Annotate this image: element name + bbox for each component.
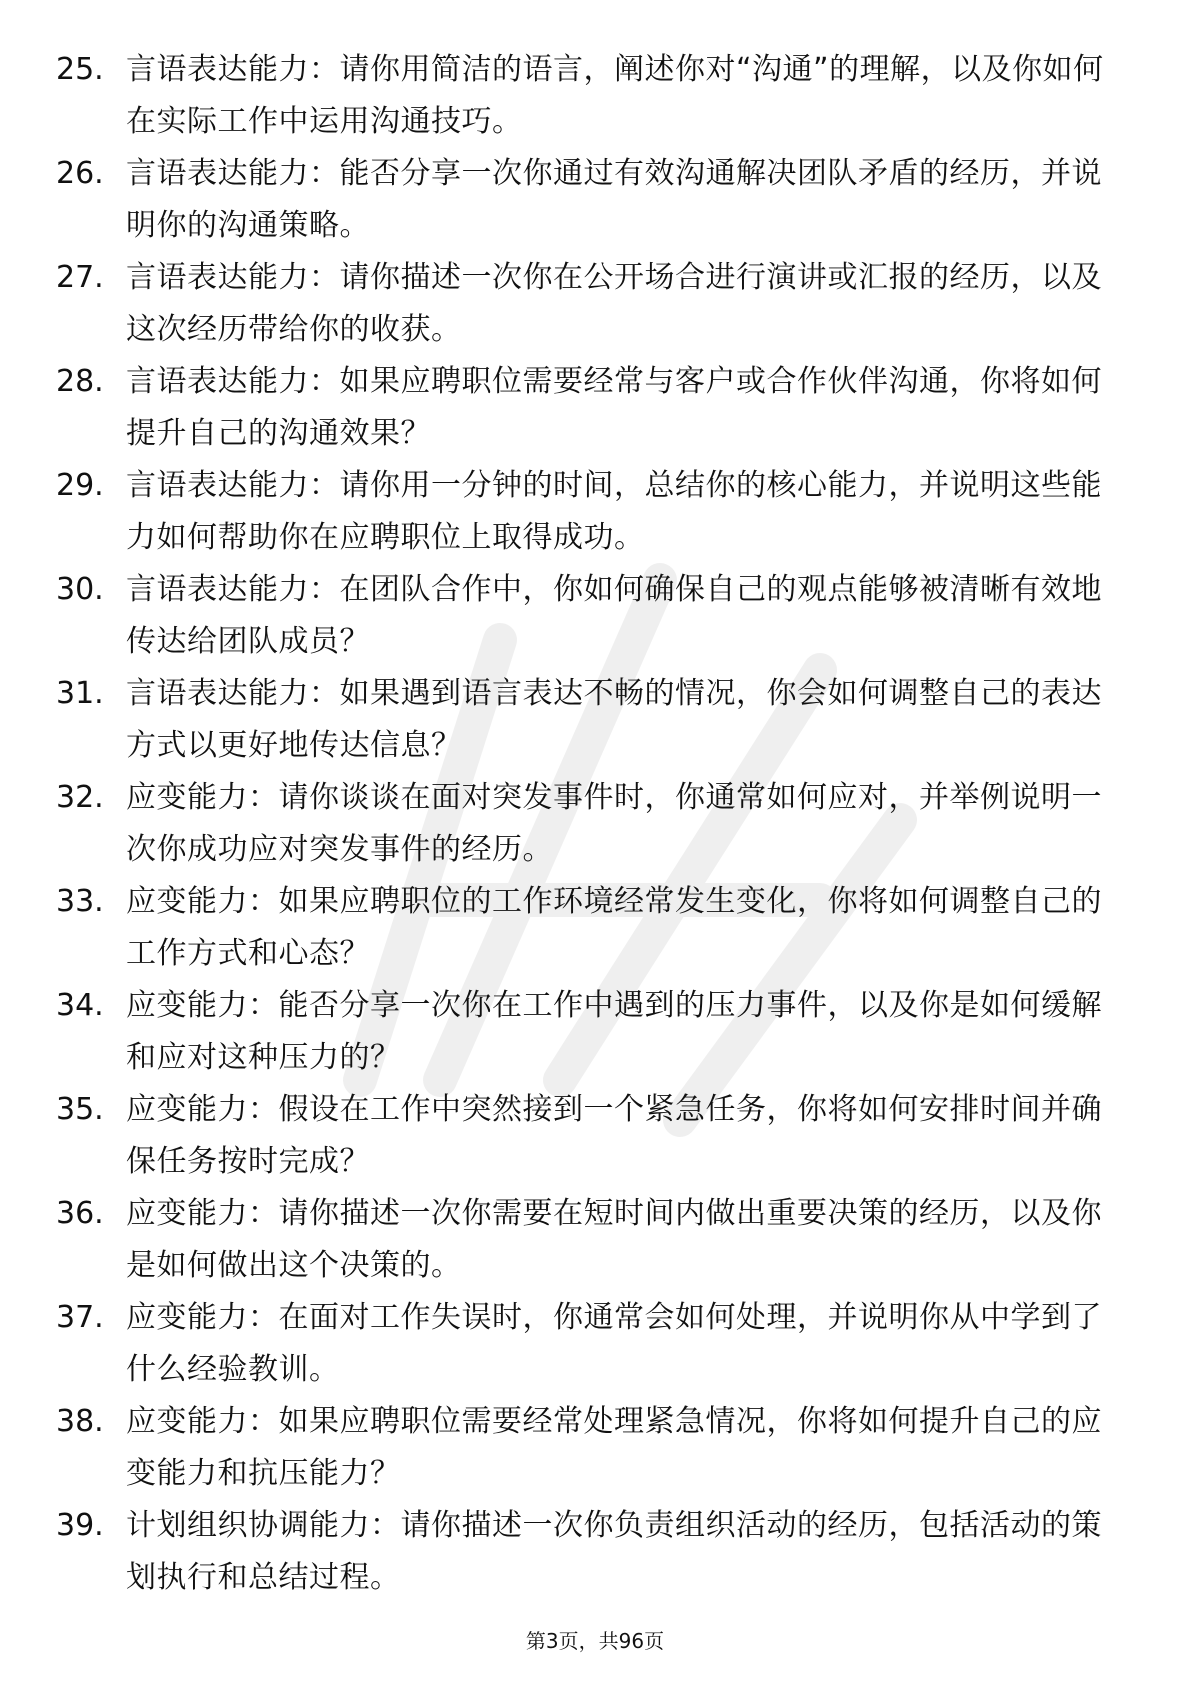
question-item xyxy=(0,1500,1190,1604)
question-item xyxy=(0,772,1190,876)
question-number: 35. xyxy=(56,1092,104,1127)
page-footer xyxy=(0,1626,1190,1656)
question-item xyxy=(0,1084,1190,1188)
question-text: 言语表达能力：如果遇到语言表达不畅的情况，你会如何调整自己的表达方式以更好地传达信息？ xyxy=(126,676,1102,763)
question-number: 34. xyxy=(56,988,104,1023)
question-text: 言语表达能力：请你用简洁的语言，阐述你对“沟通”的理解，以及你如何在实际工作中运用沟通技巧。 xyxy=(126,52,1104,139)
question-number: 26. xyxy=(56,156,104,191)
question-item xyxy=(0,876,1190,980)
question-text: 言语表达能力：在团队合作中，你如何确保自己的观点能够被清晰有效地传达给团队成员？ xyxy=(126,572,1102,659)
question-item xyxy=(0,668,1190,772)
question-number: 27. xyxy=(56,260,104,295)
question-number: 30. xyxy=(56,572,104,607)
question-item xyxy=(0,356,1190,460)
question-text: 应变能力：如果应聘职位需要经常处理紧急情况，你将如何提升自己的应变能力和抗压能力？ xyxy=(126,1404,1102,1491)
question-number: 28. xyxy=(56,364,104,399)
question-number: 32. xyxy=(56,780,104,815)
page-indicator: 第3页，共96页 xyxy=(525,1629,665,1653)
question-text: 应变能力：请你描述一次你需要在短时间内做出重要决策的经历，以及你是如何做出这个决策的。 xyxy=(126,1196,1102,1283)
question-text: 应变能力：如果应聘职位的工作环境经常发生变化，你将如何调整自己的工作方式和心态？ xyxy=(126,884,1102,971)
question-text: 言语表达能力：能否分享一次你通过有效沟通解决团队矛盾的经历，并说明你的沟通策略。 xyxy=(126,156,1102,243)
question-item xyxy=(0,1396,1190,1500)
question-item xyxy=(0,44,1190,148)
question-text: 应变能力：假设在工作中突然接到一个紧急任务，你将如何安排时间并确保任务按时完成？ xyxy=(126,1092,1102,1179)
question-number: 33. xyxy=(56,884,104,919)
question-item xyxy=(0,460,1190,564)
question-number: 31. xyxy=(56,676,104,711)
question-number: 29. xyxy=(56,468,104,503)
question-item xyxy=(0,1292,1190,1396)
question-number: 25. xyxy=(56,52,104,87)
question-item xyxy=(0,148,1190,252)
question-item xyxy=(0,252,1190,356)
question-text: 应变能力：请你谈谈在面对突发事件时，你通常如何应对，并举例说明一次你成功应对突发事件的经历。 xyxy=(126,780,1102,867)
question-number: 38. xyxy=(56,1404,104,1439)
question-text: 应变能力：在面对工作失误时，你通常会如何处理，并说明你从中学到了什么经验教训。 xyxy=(126,1300,1102,1387)
question-item xyxy=(0,1188,1190,1292)
question-text: 计划组织协调能力：请你描述一次你负责组织活动的经历，包括活动的策划执行和总结过程。 xyxy=(126,1508,1102,1595)
question-item xyxy=(0,980,1190,1084)
question-text: 言语表达能力：请你描述一次你在公开场合进行演讲或汇报的经历，以及这次经历带给你的收获。 xyxy=(126,260,1102,347)
question-text: 言语表达能力：请你用一分钟的时间，总结你的核心能力，并说明这些能力如何帮助你在应聘职位上取得成功。 xyxy=(126,468,1102,555)
question-text: 应变能力：能否分享一次你在工作中遇到的压力事件，以及你是如何缓解和应对这种压力的？ xyxy=(126,988,1102,1075)
question-list xyxy=(0,44,1190,1604)
question-number: 36. xyxy=(56,1196,104,1231)
question-text: 言语表达能力：如果应聘职位需要经常与客户或合作伙伴沟通，你将如何提升自己的沟通效果？ xyxy=(126,364,1102,451)
question-number: 39. xyxy=(56,1508,104,1543)
question-number: 37. xyxy=(56,1300,104,1335)
question-item xyxy=(0,564,1190,668)
